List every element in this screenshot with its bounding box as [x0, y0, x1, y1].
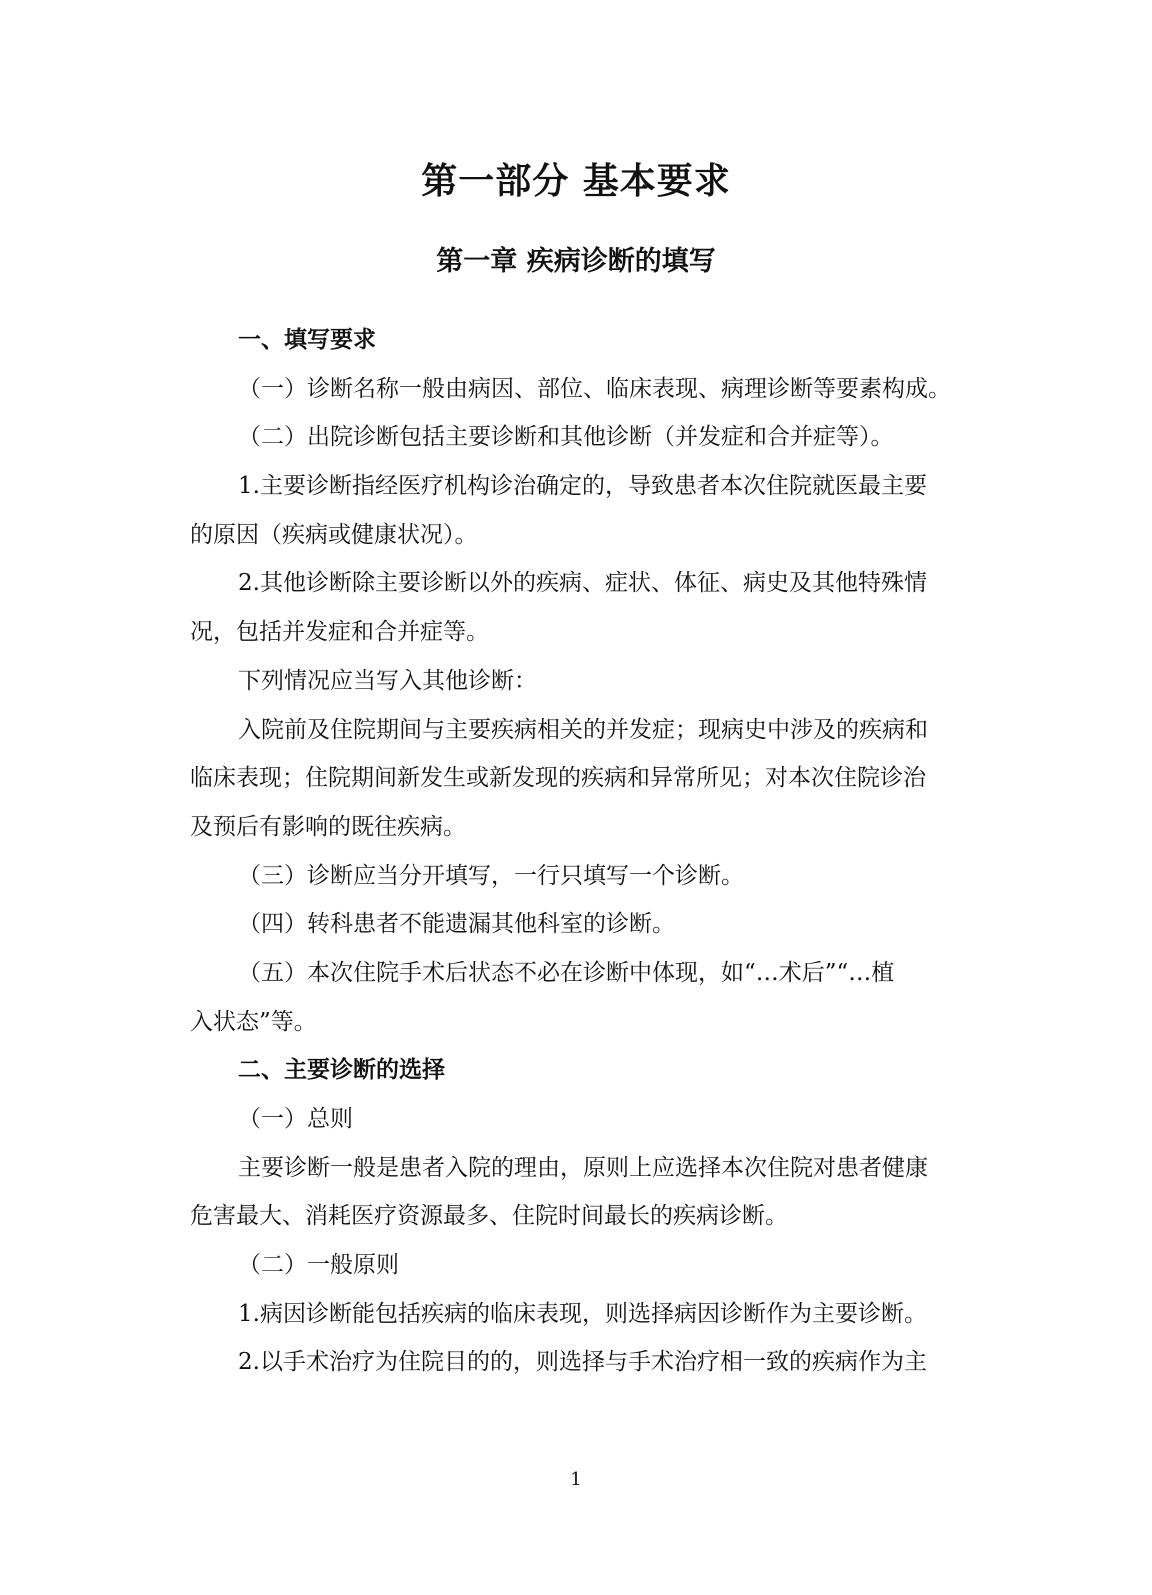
paragraph-line: 1.主要诊断指经医疗机构诊治确定的，导致患者本次住院就医最主要	[238, 473, 927, 500]
paragraph-line: 及预后有影响的既往疾病。	[190, 813, 466, 840]
paragraph-line: （三）诊断应当分开填写，一行只填写一个诊断。	[238, 862, 744, 889]
paragraph-line: 2.其他诊断除主要诊断以外的疾病、症状、体征、病史及其他特殊情	[238, 570, 927, 597]
section-heading: 一、填写要求	[238, 327, 376, 353]
paragraph-line: （一）诊断名称一般由病因、部位、临床表现、病理诊断等要素构成。	[238, 375, 951, 402]
paragraph-line: 入状态”等。	[190, 1008, 317, 1035]
paragraph-line: （二）一般原则	[238, 1252, 399, 1279]
paragraph-line: 危害最大、消耗医疗资源最多、住院时间最长的疾病诊断。	[190, 1203, 788, 1230]
paragraph-line: 2.以手术治疗为住院目的的，则选择与手术治疗相一致的疾病作为主	[238, 1349, 927, 1376]
paragraph-line: 况，包括并发症和合并症等。	[190, 619, 489, 646]
paragraph-line: （一）总则	[238, 1106, 353, 1132]
body-text	[190, 316, 970, 1387]
paragraph-line: 主要诊断一般是患者入院的理由，原则上应选择本次住院对患者健康	[238, 1154, 928, 1181]
chapter-title: 第一章 疾病诊断的填写	[436, 246, 716, 277]
paragraph-line: 下列情况应当写入其他诊断：	[238, 667, 537, 694]
paragraph-line: （五）本次住院手术后状态不必在诊断中体现，如“…术后”“…植	[238, 959, 895, 986]
paragraph-line: 1.病因诊断能包括疾病的临床表现，则选择病因诊断作为主要诊断。	[238, 1300, 927, 1327]
paragraph-line: （二）出院诊断包括主要诊断和其他诊断（并发症和合并症等）。	[238, 424, 894, 451]
paragraph-line: 的原因（疾病或健康状况）。	[190, 521, 478, 548]
section-heading: 二、主要诊断的选择	[238, 1057, 445, 1084]
part-title: 第一部分 基本要求	[421, 161, 731, 202]
page-number: 1	[570, 1469, 582, 1490]
paragraph-line: （四）转科患者不能遗漏其他科室的诊断。	[238, 911, 675, 938]
paragraph-line: 临床表现；住院期间新发生或新发现的疾病和异常所见；对本次住院诊治	[190, 765, 926, 792]
paragraph-line: 入院前及住院期间与主要疾病相关的并发症；现病史中涉及的疾病和	[238, 716, 928, 743]
